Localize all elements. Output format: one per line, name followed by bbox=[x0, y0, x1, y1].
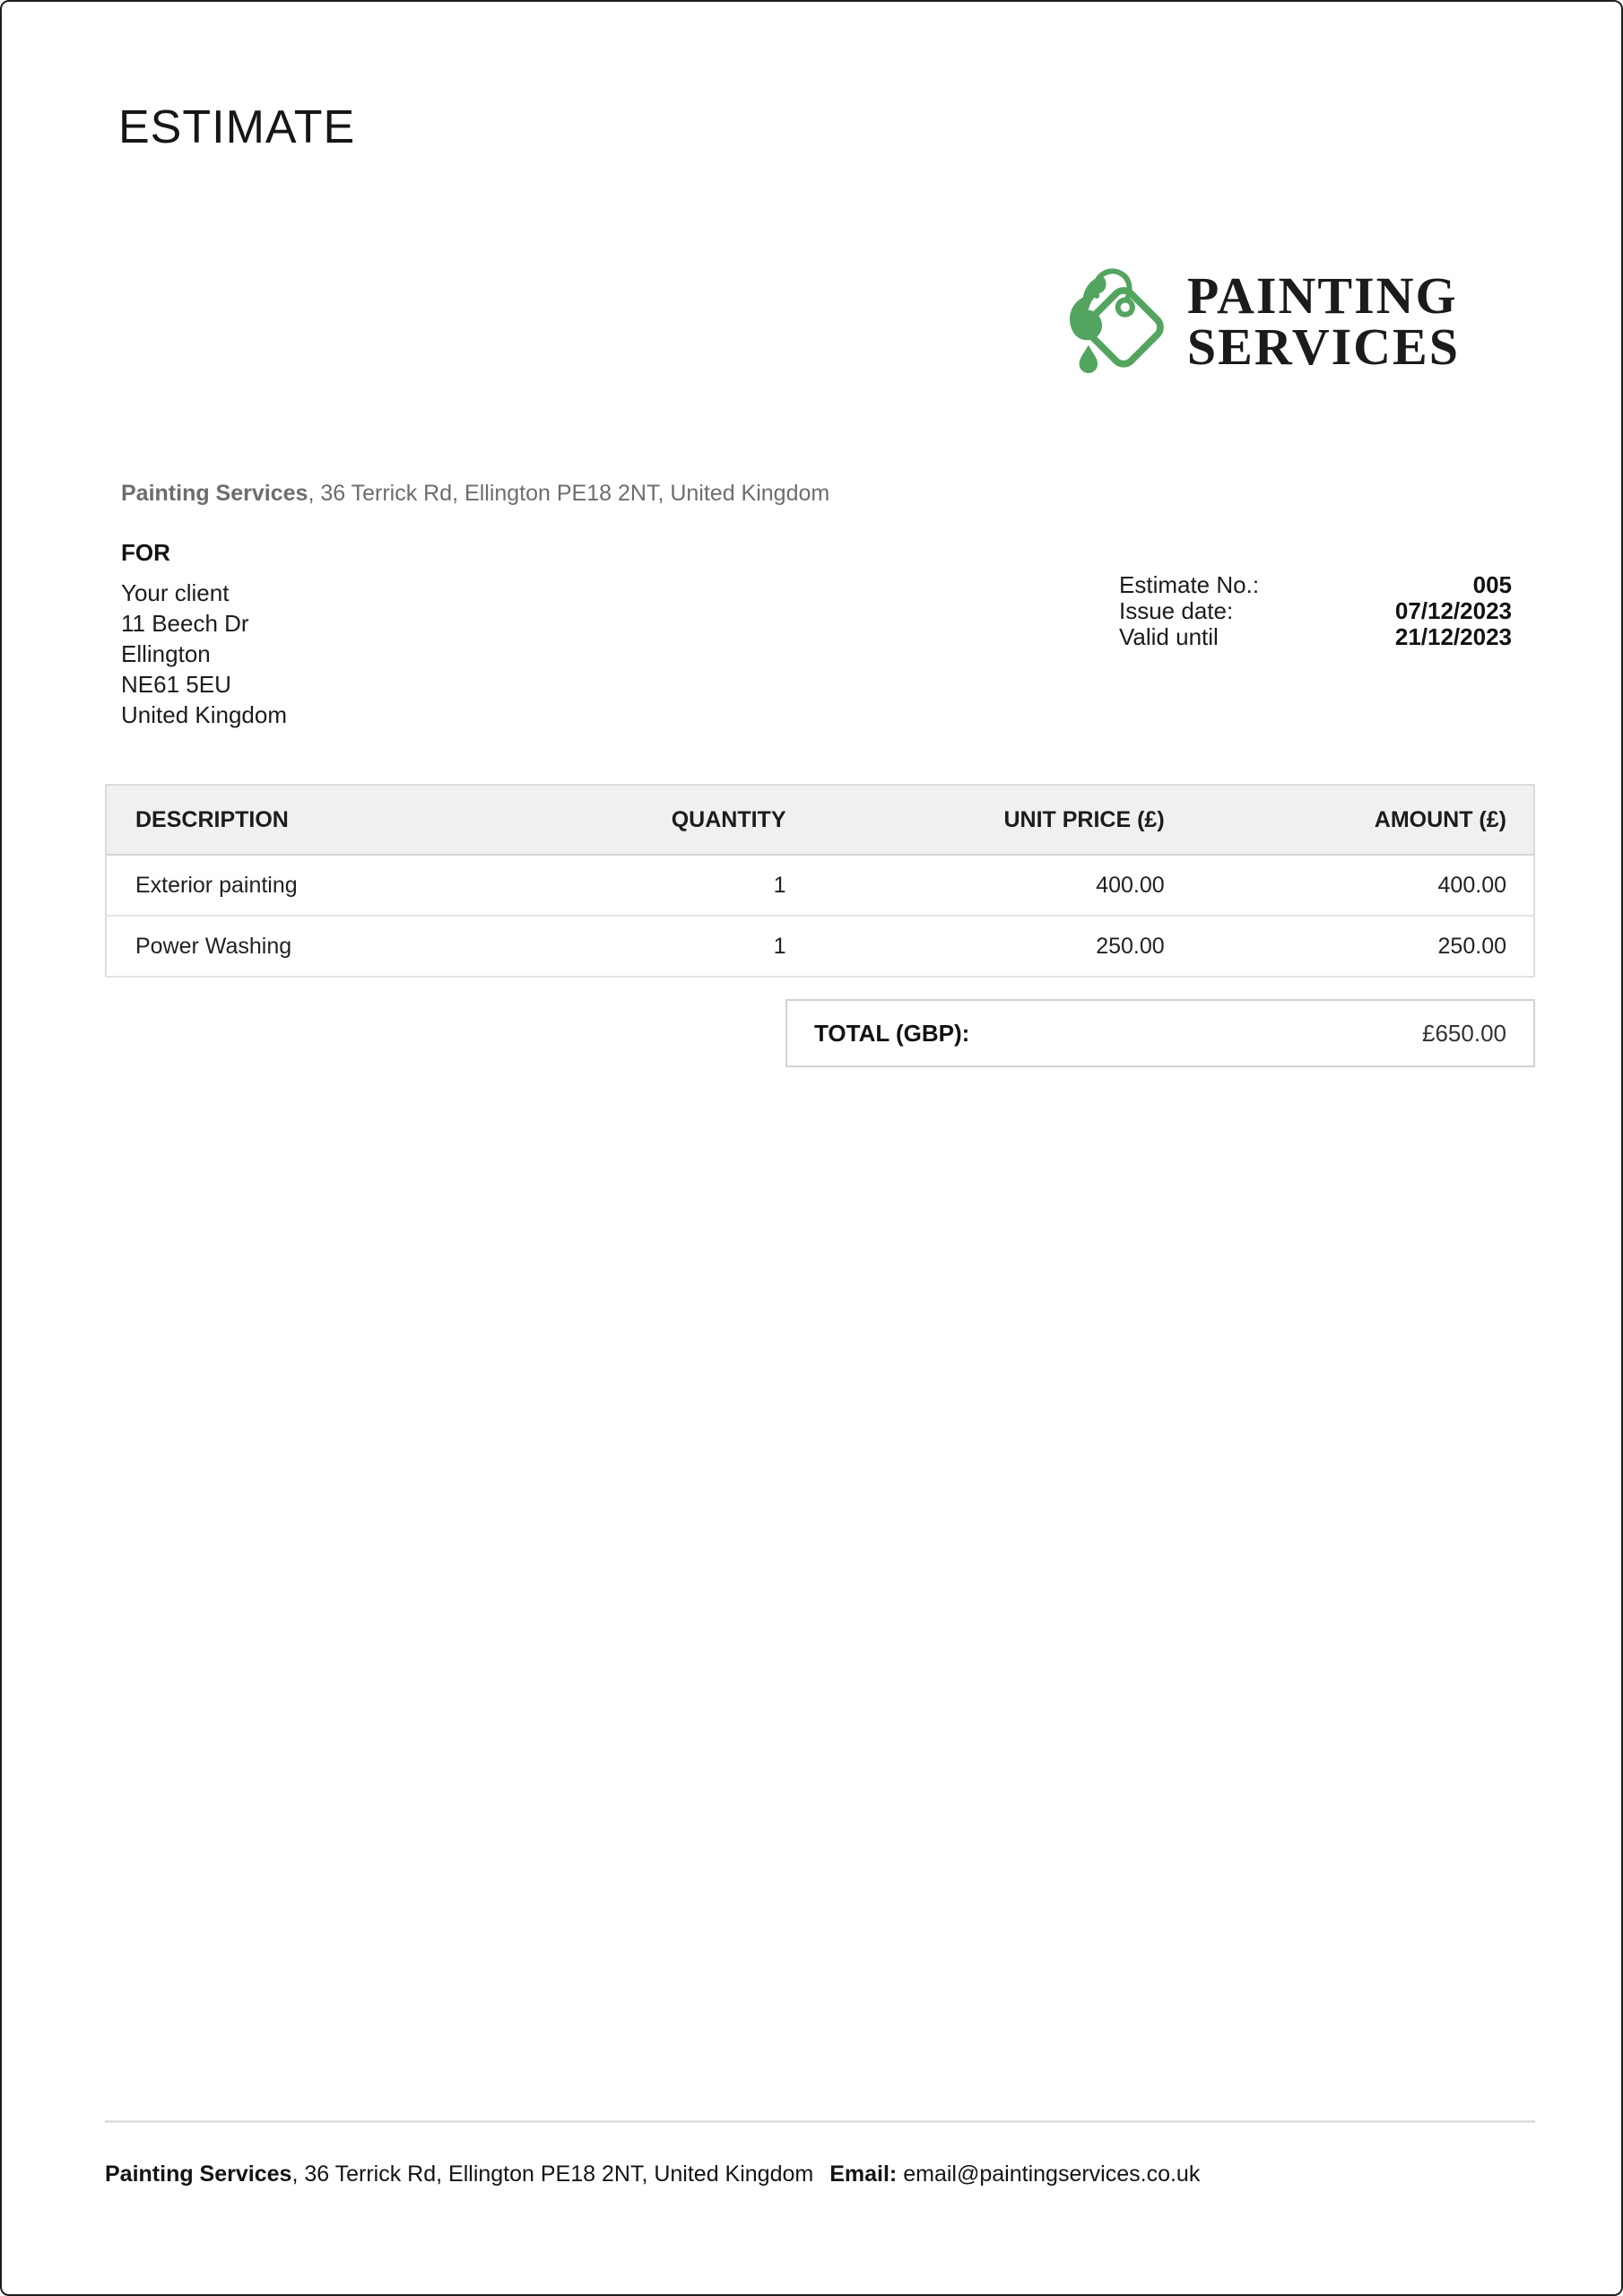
estimate-no-value: 005 bbox=[1472, 571, 1512, 598]
logo-line-2: SERVICES bbox=[1186, 317, 1460, 376]
footer-address: , 36 Terrick Rd, Ellington PE18 2NT, United Kingdom bbox=[291, 2161, 814, 2187]
company-address-line bbox=[121, 481, 829, 507]
detail-row-estimate-no bbox=[1119, 572, 1512, 598]
estimate-no-label: Estimate No.: bbox=[1119, 571, 1260, 598]
item-amount: 250.00 bbox=[1192, 916, 1534, 977]
header-amount: AMOUNT (£) bbox=[1192, 785, 1534, 855]
client-postcode: NE61 5EU bbox=[121, 671, 231, 698]
table-row bbox=[106, 916, 1534, 977]
header-quantity: QUANTITY bbox=[592, 785, 813, 855]
item-quantity: 1 bbox=[592, 855, 813, 916]
estimate-details bbox=[1119, 572, 1512, 650]
for-heading: FOR bbox=[121, 539, 170, 566]
table-header-row bbox=[106, 785, 1534, 855]
line-items-table bbox=[105, 784, 1535, 978]
client-name: Your client bbox=[121, 579, 230, 606]
issue-date-label: Issue date: bbox=[1119, 597, 1234, 624]
total-box bbox=[785, 999, 1535, 1067]
company-logo bbox=[1051, 264, 1460, 378]
item-quantity: 1 bbox=[592, 916, 813, 977]
total-label: TOTAL (GBP): bbox=[814, 1019, 970, 1047]
page-title: ESTIMATE bbox=[118, 101, 356, 153]
header-description: DESCRIPTION bbox=[106, 785, 592, 855]
client-block bbox=[121, 539, 287, 730]
footer-line bbox=[105, 2161, 1200, 2187]
item-unit-price: 400.00 bbox=[813, 855, 1192, 916]
company-name: Painting Services bbox=[121, 481, 308, 506]
footer-company-name: Painting Services bbox=[105, 2161, 292, 2187]
item-description: Power Washing bbox=[106, 916, 592, 977]
issue-date-value: 07/12/2023 bbox=[1394, 597, 1512, 624]
valid-until-label: Valid until bbox=[1119, 623, 1219, 650]
client-street: 11 Beech Dr bbox=[121, 610, 249, 637]
item-description: Exterior painting bbox=[106, 855, 592, 916]
client-city: Ellington bbox=[121, 640, 211, 667]
total-value: £650.00 bbox=[1422, 1019, 1506, 1047]
item-unit-price: 250.00 bbox=[813, 916, 1192, 977]
valid-until-value: 21/12/2023 bbox=[1394, 623, 1512, 650]
detail-row-issue-date bbox=[1119, 598, 1512, 624]
logo-line-1: PAINTING bbox=[1186, 266, 1458, 325]
header-unit-price: UNIT PRICE (£) bbox=[813, 785, 1192, 855]
detail-row-valid-until bbox=[1119, 624, 1512, 650]
company-logo-text bbox=[1186, 266, 1460, 376]
item-amount: 400.00 bbox=[1192, 855, 1534, 916]
company-address-rest: , 36 Terrick Rd, Ellington PE18 2NT, United Kingdom bbox=[308, 481, 830, 506]
paint-bucket-icon bbox=[1051, 264, 1166, 378]
footer-email-label: Email: bbox=[829, 2161, 898, 2187]
footer-email-value: email@paintingservices.co.uk bbox=[903, 2161, 1201, 2187]
client-country: United Kingdom bbox=[121, 701, 287, 728]
table-row bbox=[106, 855, 1534, 916]
footer-divider bbox=[105, 2120, 1535, 2123]
